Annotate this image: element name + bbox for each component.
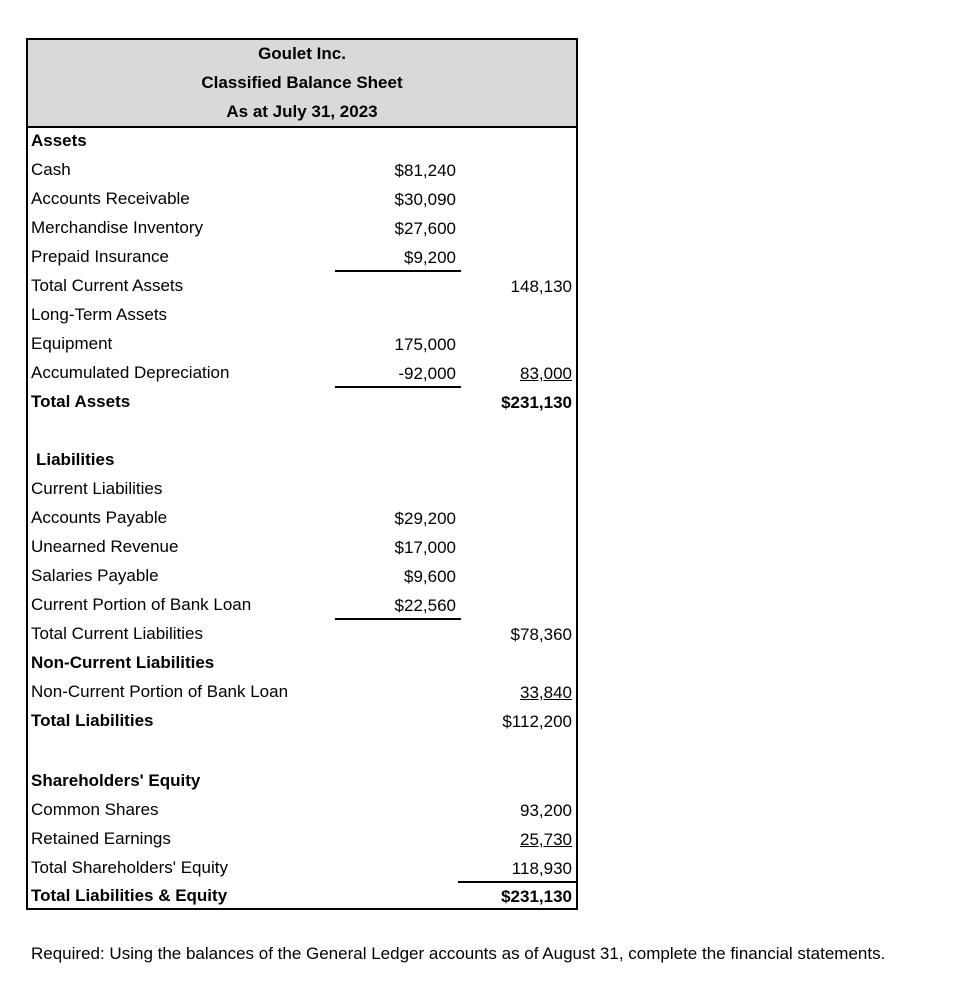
statement-title: Classified Balance Sheet (201, 73, 403, 92)
company-name: Goulet Inc. (258, 44, 346, 63)
row-amount: 175,000 (394, 335, 456, 354)
balance-sheet (26, 38, 578, 910)
row-label: Total Current Liabilities (31, 624, 203, 643)
row-label: Long-Term Assets (31, 305, 168, 324)
row-total: $112,200 (502, 712, 572, 731)
table-row (28, 215, 576, 244)
table-row (28, 505, 576, 534)
row-total: 118,930 (511, 859, 572, 878)
table-row (28, 883, 576, 912)
assets-heading: Assets (31, 131, 87, 150)
row-label: Accounts Receivable (31, 189, 190, 208)
row-label: Accounts Payable (31, 508, 168, 527)
table-row (28, 826, 576, 855)
row-label: Non-Current Liabilities (31, 653, 215, 672)
row-label: Accumulated Depreciation (31, 363, 230, 382)
row-total: 83,000 (520, 364, 572, 383)
row-label: Current Portion of Bank Loan (31, 595, 252, 614)
subtotal-rule (335, 270, 461, 272)
row-label: Equipment (31, 334, 113, 353)
table-row (28, 186, 576, 215)
table-row (28, 592, 576, 621)
row-label: Total Liabilities & Equity (31, 886, 228, 905)
liabilities-heading-row (28, 447, 576, 476)
subtotal-rule (335, 386, 461, 388)
row-amount: $27,600 (394, 219, 456, 238)
table-row (28, 534, 576, 563)
row-label: Non-Current Portion of Bank Loan (31, 682, 289, 701)
liabilities-heading: Liabilities (36, 450, 115, 469)
equity-heading-row (28, 768, 576, 797)
row-total: 25,730 (520, 830, 572, 849)
table-row (28, 157, 576, 186)
row-amount: $17,000 (394, 538, 456, 557)
row-amount: $81,240 (394, 161, 456, 180)
row-total: 148,130 (510, 277, 572, 296)
table-row (28, 244, 576, 273)
row-label: Total Current Assets (31, 276, 184, 295)
row-label: Merchandise Inventory (31, 218, 203, 237)
row-label: Unearned Revenue (31, 537, 179, 556)
row-amount: -92,000 (398, 364, 456, 383)
table-row (28, 331, 576, 360)
table-row (28, 360, 576, 389)
row-label: Salaries Payable (31, 566, 159, 585)
table-row (28, 679, 576, 708)
row-amount: $30,090 (394, 190, 456, 209)
table-row (28, 708, 576, 737)
subtotal-rule (335, 618, 461, 620)
row-total: $231,130 (501, 887, 572, 906)
row-label: Retained Earnings (31, 829, 171, 848)
table-row (28, 389, 576, 418)
table-row (28, 855, 576, 884)
table-row (28, 302, 576, 331)
row-total: 93,200 (520, 801, 572, 820)
row-label: Total Liabilities (31, 711, 154, 730)
row-label: Current Liabilities (31, 479, 163, 498)
table-row (28, 621, 576, 650)
table-row (28, 650, 576, 679)
table-row (28, 273, 576, 302)
table-row (28, 476, 576, 505)
row-label: Cash (31, 160, 71, 179)
row-total: $231,130 (501, 393, 572, 412)
sheet-header (28, 40, 576, 128)
row-amount: $9,200 (404, 248, 456, 267)
row-total: $78,360 (510, 625, 572, 644)
row-label: Common Shares (31, 800, 159, 819)
required-instruction: Required: Using the balances of the General Ledger accounts as of August 31, complete the financial statements. (31, 944, 886, 963)
assets-heading-row (28, 128, 576, 157)
row-amount: $9,600 (404, 567, 456, 586)
table-row (28, 563, 576, 592)
row-label: Total Assets (31, 392, 131, 411)
row-amount: $29,200 (394, 509, 456, 528)
table-row (28, 797, 576, 826)
statement-date: As at July 31, 2023 (226, 102, 378, 121)
row-total: 33,840 (520, 683, 572, 702)
equity-heading: Shareholders' Equity (31, 771, 201, 790)
row-label: Prepaid Insurance (31, 247, 169, 266)
row-amount: $22,560 (394, 596, 456, 615)
row-label: Total Shareholders' Equity (31, 858, 228, 877)
